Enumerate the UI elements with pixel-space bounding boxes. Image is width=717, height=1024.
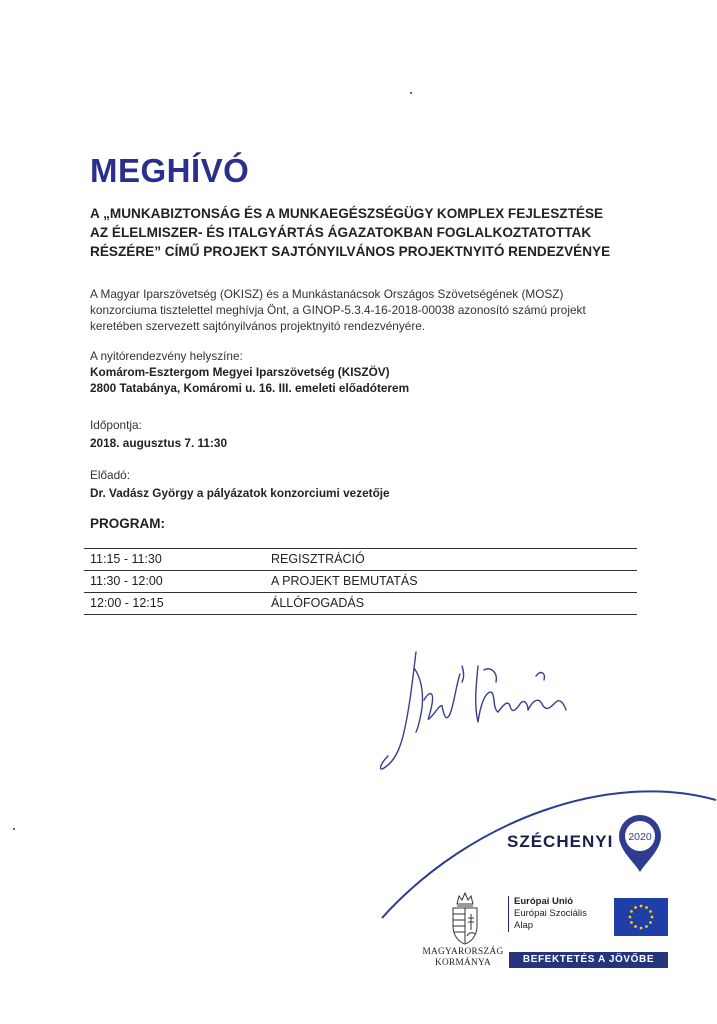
venue-name: Komárom-Esztergom Megyei Iparszövetség (KISZÖV) — [90, 365, 390, 379]
handwritten-signature — [380, 646, 580, 776]
eu-flag-icon — [614, 898, 668, 936]
row-time: 11:15 - 11:30 — [90, 552, 162, 566]
date-label: Időpontja: — [90, 418, 142, 432]
eu-label — [508, 896, 587, 932]
date-block — [90, 417, 227, 451]
hungarian-coat-of-arms-icon — [445, 890, 485, 946]
eu-line: Európai Szociális — [514, 908, 587, 919]
table-row — [84, 593, 637, 615]
eu-star — [634, 925, 637, 928]
eu-star — [630, 910, 633, 913]
eu-star — [640, 905, 643, 908]
eu-star — [649, 921, 652, 924]
szechenyi-pin-icon — [616, 812, 664, 874]
row-activity: ÁLLÓFOGADÁS — [271, 596, 365, 610]
intro-line: A Magyar Iparszövetség (OKISZ) és a Munkástanácsok Országos Szövetségének (MOSZ) — [90, 287, 564, 301]
eu-star — [629, 916, 632, 919]
eu-line: Alap — [514, 920, 534, 931]
venue-label: A nyitórendezvény helyszíne: — [90, 349, 243, 363]
program-table — [84, 548, 637, 615]
eu-star — [634, 906, 637, 909]
intro-paragraph — [90, 286, 630, 334]
subtitle-line: AZ ÉLELMISZER- ÉS ITALGYÁRTÁS ÁGAZATOKBAN FOGLALKOZTATOTTAK — [90, 225, 592, 240]
page-title: MEGHÍVÓ — [90, 152, 250, 189]
eu-star — [630, 921, 633, 924]
venue-address: 2800 Tatabánya, Komáromi u. 16. III. emeleti előadóterem — [90, 381, 410, 395]
gov-line: KORMÁNYA — [434, 958, 492, 968]
government-label — [418, 947, 508, 969]
gov-line: MAGYARORSZÁG — [422, 947, 504, 957]
speaker-label: Előadó: — [90, 468, 131, 482]
szechenyi-logo-text: SZÉCHENYI — [507, 832, 614, 851]
eu-line: Európai Unió — [514, 896, 574, 907]
row-time: 11:30 - 12:00 — [90, 574, 163, 588]
subtitle-line: RÉSZÉRE” CÍMŰ PROJEKT SAJTÓNYILVÁNOS PROJEKTNYITÓ RENDEZVÉNYE — [90, 244, 611, 259]
table-row — [84, 549, 637, 571]
row-activity: A PROJEKT BEMUTATÁS — [271, 574, 418, 588]
venue-block — [90, 348, 409, 396]
date-value: 2018. augusztus 7. 11:30 — [90, 436, 228, 450]
eu-star — [645, 906, 648, 909]
eu-star — [651, 916, 654, 919]
row-activity: REGISZTRÁCIÓ — [271, 552, 365, 566]
speaker-value: Dr. Vadász György a pályázatok konzorciumi vezetője — [90, 486, 390, 500]
table-row — [84, 571, 637, 593]
eu-star — [645, 925, 648, 928]
speaker-block — [90, 467, 390, 501]
intro-line: konzorciuma tisztelettel meghívja Önt, a GINOP-5.3.4-16-2018-00038 azonosító számú projekt — [90, 303, 586, 317]
eu-star — [649, 910, 652, 913]
row-time: 12:00 - 12:15 — [90, 596, 164, 610]
szechenyi-year: 2020 — [628, 831, 652, 843]
scan-dot — [13, 828, 15, 830]
subtitle-line: A „MUNKABIZTONSÁG ÉS A MUNKAEGÉSZSÉGÜGY KOMPLEX FEJLESZTÉSE — [90, 206, 604, 221]
befektetes-banner: BEFEKTETÉS A JÖVŐBE — [509, 952, 668, 968]
eu-star — [640, 927, 643, 930]
program-heading: PROGRAM: — [90, 516, 165, 531]
event-subtitle — [90, 204, 630, 261]
intro-line: keretében szervezett sajtónyilvános projektnyitó rendezvényére. — [90, 319, 426, 333]
scan-dot — [410, 92, 412, 94]
